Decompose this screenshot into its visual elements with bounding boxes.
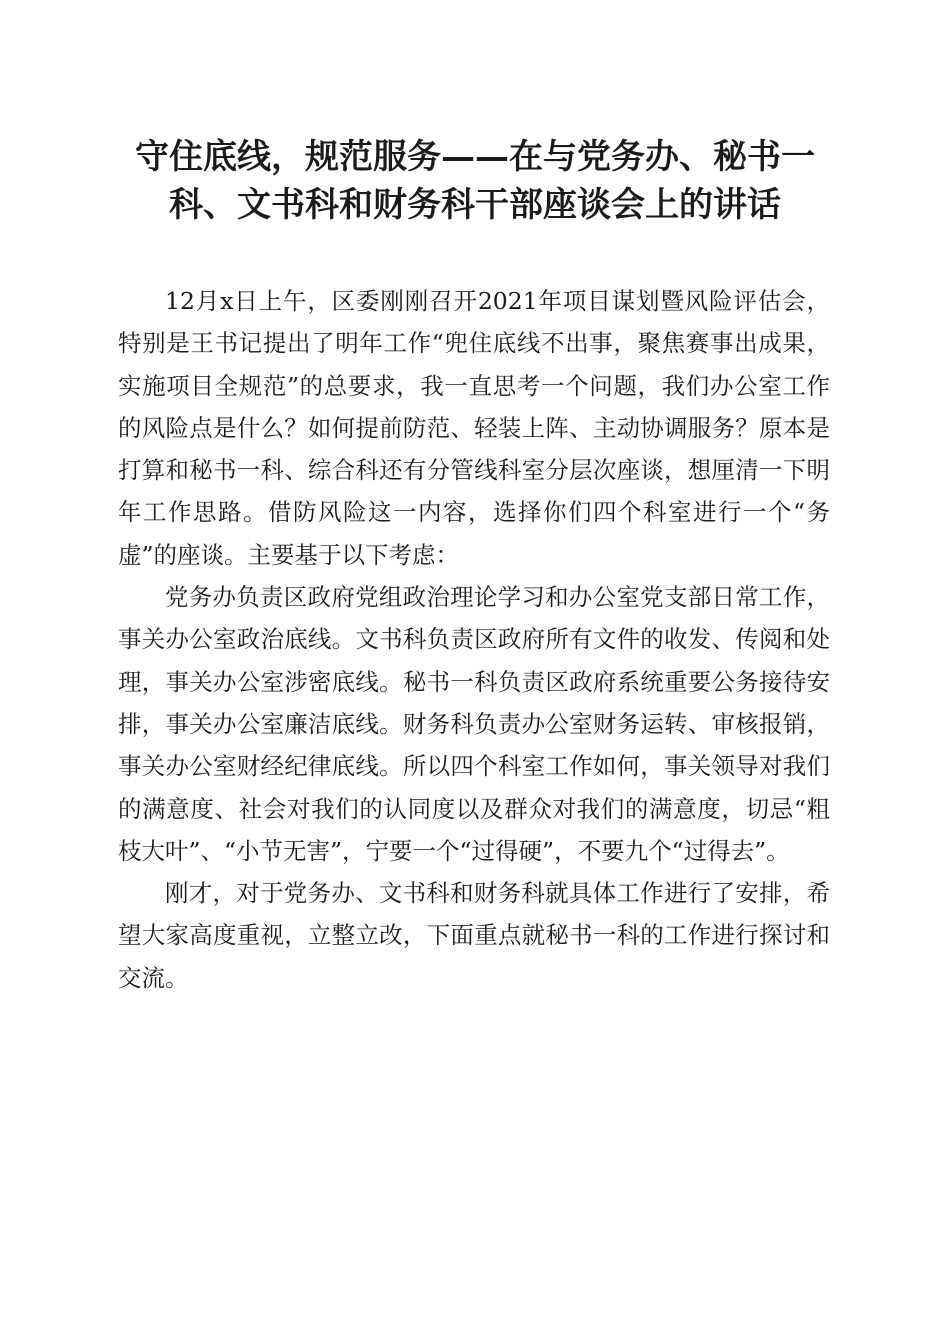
paragraph-3: 刚才，对于党务办、文书科和财务科就具体工作进行了安排，希望大家高度重视，立整立改，下面重点就秘书一科的工作进行探讨和交流。: [118, 879, 830, 992]
document-title: 守住底线，规范服务——在与党务办、秘书一科、文书科和财务科干部座谈会上的讲话: [135, 137, 815, 225]
paragraph-2: 党务办负责区政府党组政治理论学习和办公室党支部日常工作，事关办公室政治底线。文书科负责区政府所有文件的收发、传阅和处理，事关办公室涉密底线。秘书一科负责区政府系统重要公务接待安排，事关办公室廉洁底线。财务科负责办公室财务运转、审核报销，事关办公室财经纪律底线。所以四个科室工作如何，事关领导对我们的满意度、社会对我们的认同度以及群众对我们的满意度，切忌“粗枝大叶”、“小节无害”，宁要一个“过得硬”，不要九个“过得去”。: [118, 583, 830, 865]
document-body: [118, 280, 830, 999]
paragraph-1: 12月x日上午，区委刚刚召开2021年项目谋划暨风险评估会，特别是王书记提出了明年工作“兜住底线不出事，聚焦赛事出成果，实施项目全规范”的总要求，我一直思考一个问题，我们办公室工作的风险点是什么？如何提前防范、轻装上阵、主动协调服务？原本是打算和秘书一科、综合科还有分管线科室分层次座谈，想厘清一下明年工作思路。借防风险这一内容，选择你们四个科室进行一个“务虚”的座谈。主要基于以下考虑：: [118, 287, 830, 569]
